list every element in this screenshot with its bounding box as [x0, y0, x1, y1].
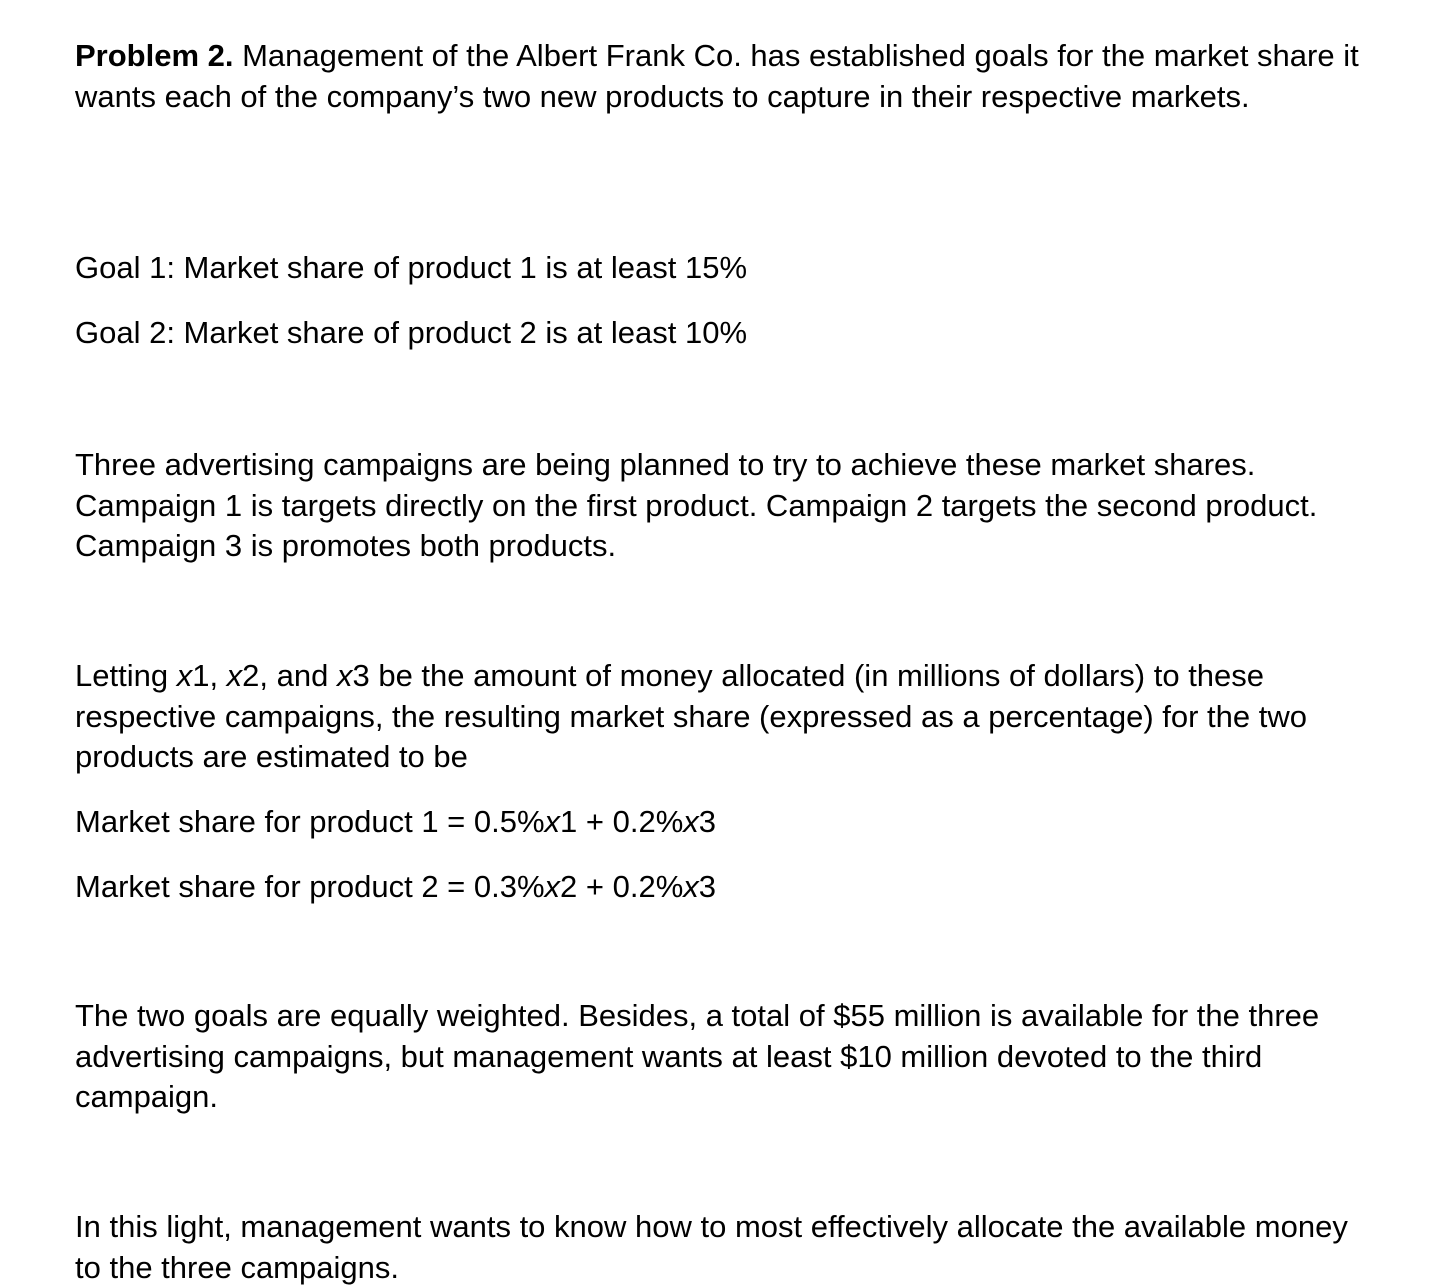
variable-x: x	[544, 804, 561, 839]
closing-paragraph: In this light, management wants to know how to most effectively allocate the available money to the three campaigns.	[75, 1209, 1348, 1285]
intro-paragraph	[75, 36, 1365, 117]
intro-text: Management of the Albert Frank Co. has established goals for the market share it wants each of the company’s two new products to capture in their respective markets.	[75, 38, 1359, 114]
goal-1: Goal 1: Market share of product 1 is at least 15%	[75, 250, 748, 285]
formula-text: 3	[698, 869, 717, 904]
variable-x: x	[683, 804, 699, 839]
formula-text: 3	[698, 804, 717, 839]
formula-text: Market share for product 1 = 0.5%	[75, 804, 545, 839]
variable-x: x	[176, 658, 193, 693]
formula-text: 2 + 0.2%	[560, 869, 684, 904]
goal-2: Goal 2: Market share of product 2 is at least 10%	[75, 315, 748, 350]
variable-x: x	[683, 869, 699, 904]
variable-x: x	[544, 869, 561, 904]
variables-text: 2, and	[242, 658, 337, 693]
variable-x: x	[336, 658, 353, 693]
market-share-formula-1	[75, 802, 716, 843]
variables-paragraph	[75, 656, 1365, 778]
variables-text: 3 be the amount of money allocated (in millions of dollars) to these respective campaigns, the resulting market share (expressed as a percentage) for the two products are estimated to be	[75, 658, 1308, 774]
formula-text: Market share for product 2 = 0.3%	[75, 869, 545, 904]
formula-text: 1 + 0.2%	[560, 804, 684, 839]
market-share-formula-2	[75, 867, 716, 908]
problem-label: Problem 2.	[75, 38, 234, 73]
variable-x: x	[226, 658, 243, 693]
campaigns-paragraph: Three advertising campaigns are being planned to try to achieve these market shares. Campaign 1 is targets directly on the first product. Campaign 2 targets the second product. Campaign 3 is promotes both products.	[75, 447, 1318, 563]
weights-paragraph: The two goals are equally weighted. Besides, a total of $55 million is available for the three advertising campaigns, but management wants at least $10 million devoted to the third campaign.	[75, 998, 1320, 1114]
variables-text: Letting	[75, 658, 177, 693]
variables-text: 1,	[192, 658, 227, 693]
